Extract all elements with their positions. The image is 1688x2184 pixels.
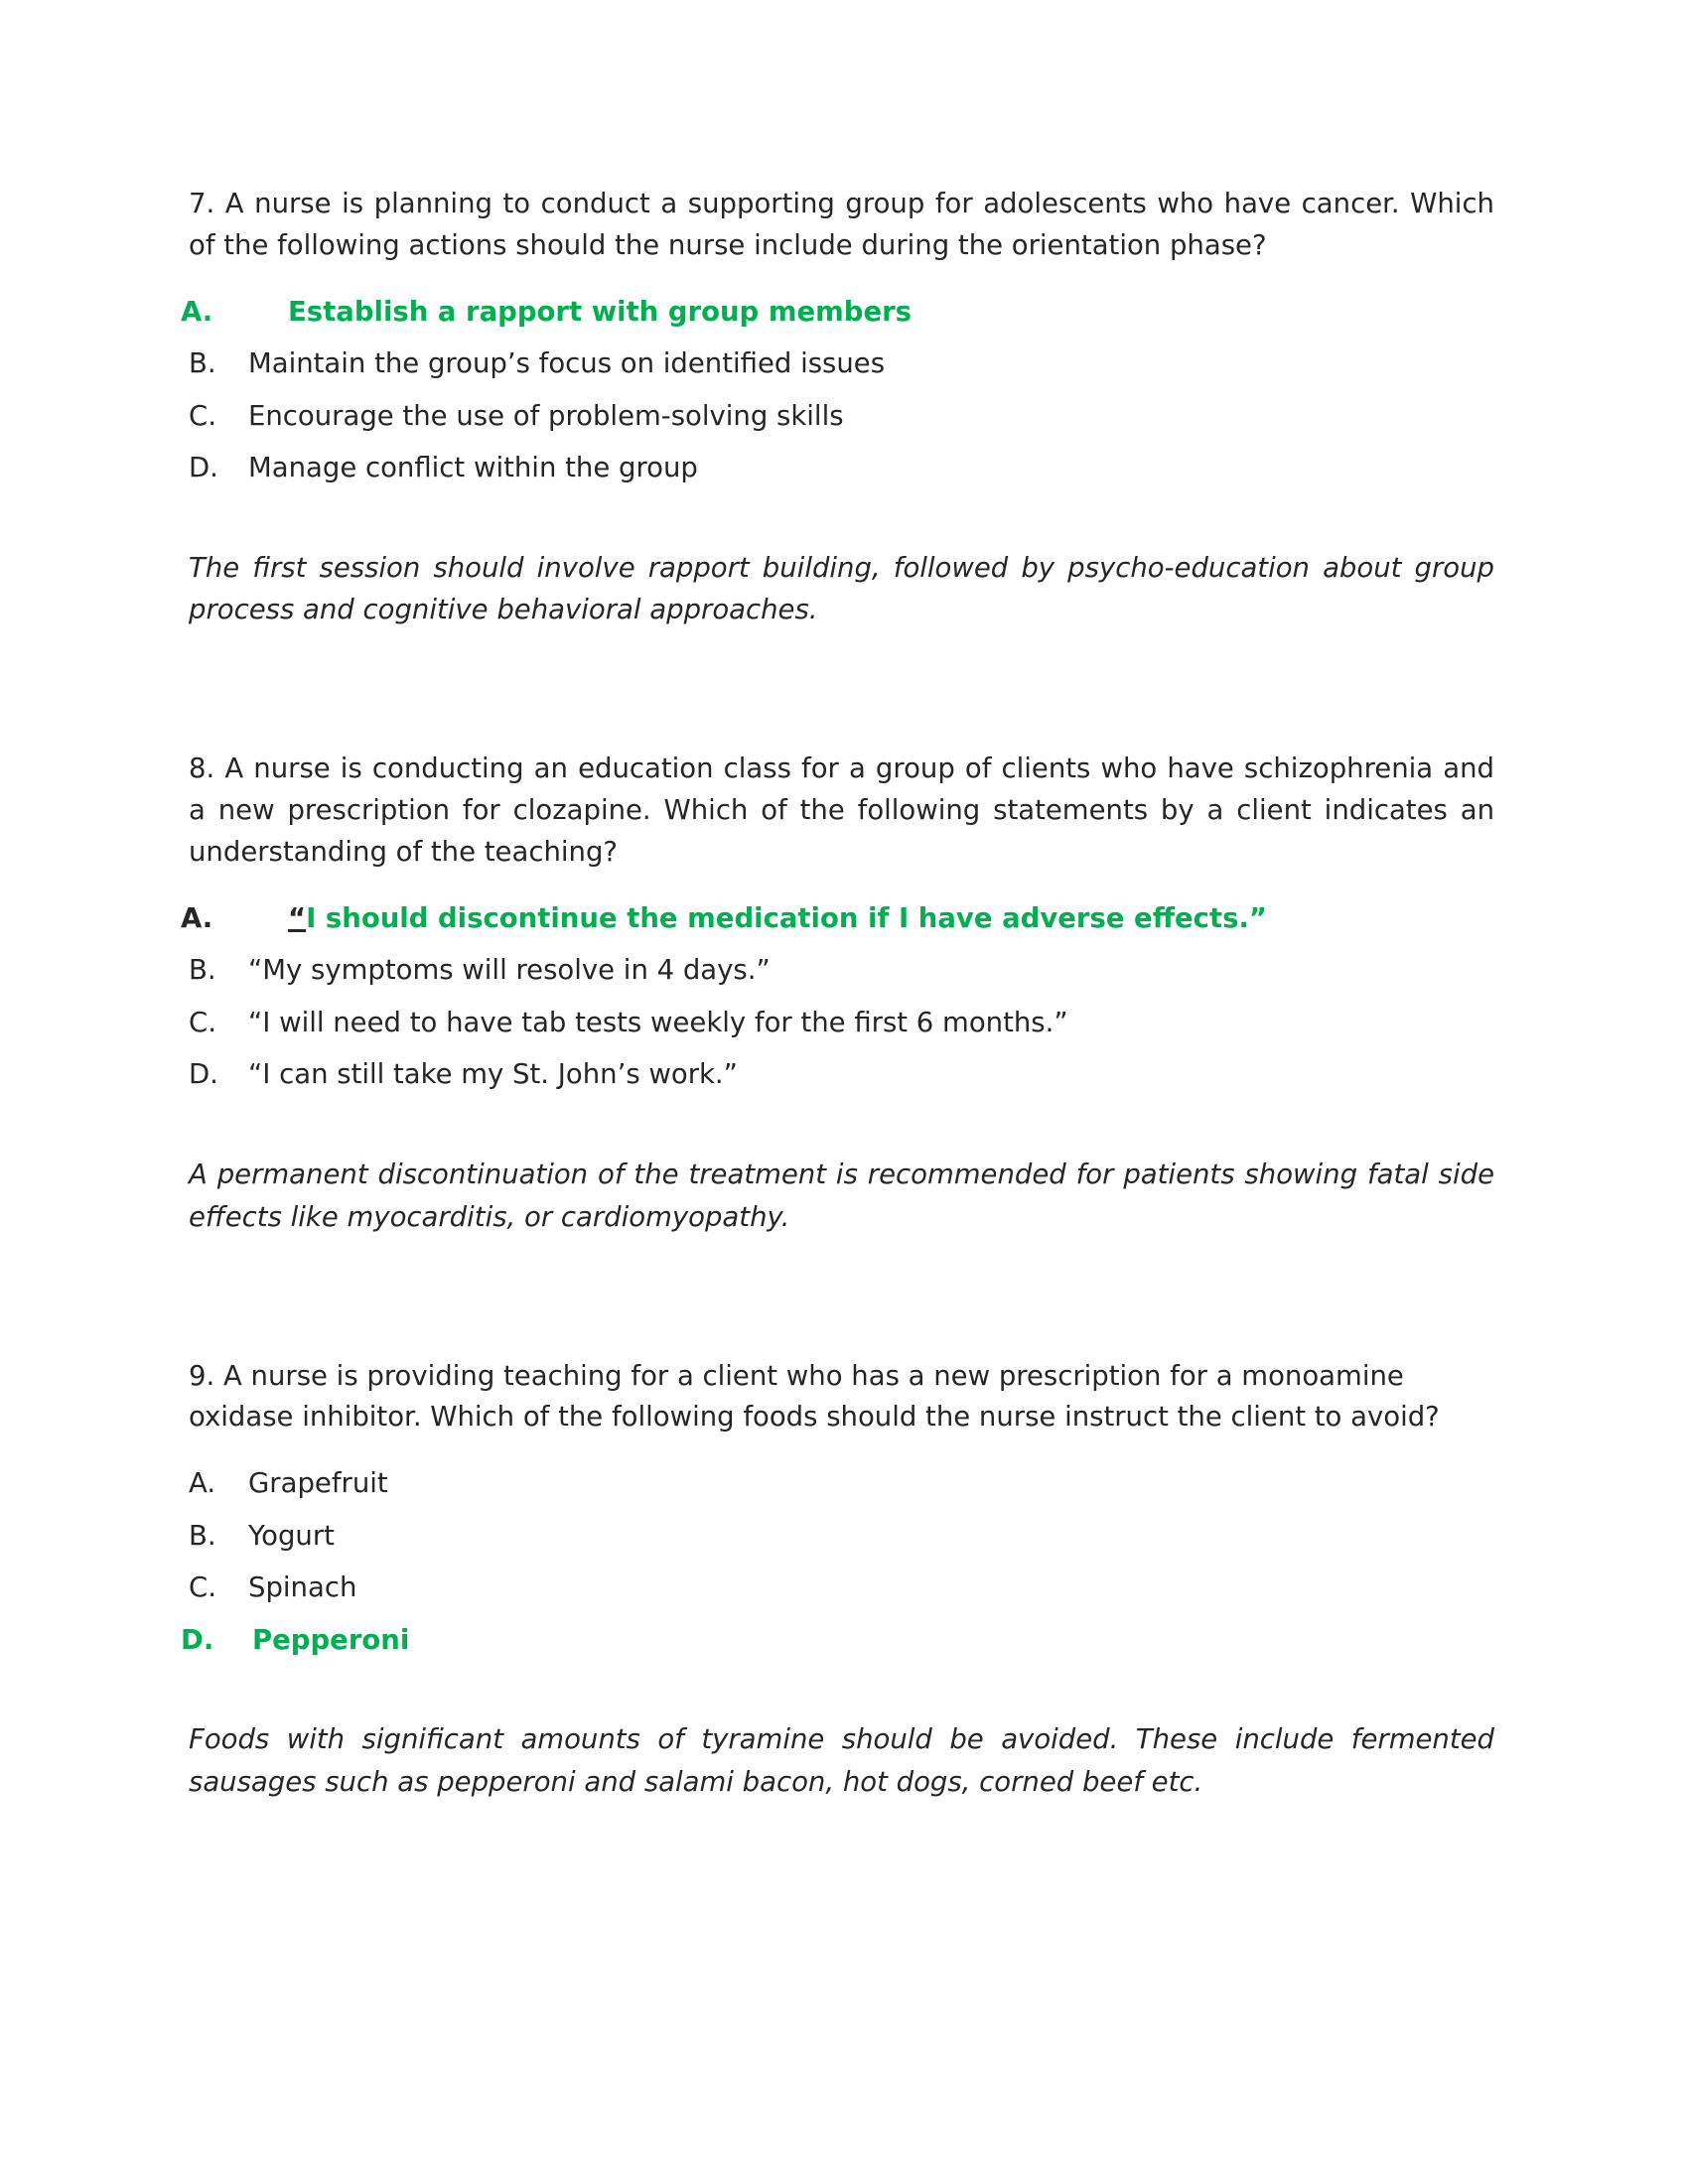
option-text-body: I should discontinue the medication if I have adverse effects.” bbox=[306, 901, 1267, 934]
option-text: “I can still take my St. John’s work.” bbox=[248, 1058, 738, 1091]
spacer bbox=[189, 1239, 1494, 1356]
answer-option-7-a[interactable] bbox=[181, 293, 1494, 332]
option-letter: C. bbox=[189, 1006, 216, 1038]
answer-option-7-d[interactable] bbox=[189, 449, 1494, 487]
answer-option-9-d[interactable] bbox=[181, 1621, 1494, 1660]
answer-option-8-a[interactable] bbox=[181, 899, 1494, 938]
spacer bbox=[189, 874, 1494, 899]
option-letter: A. bbox=[181, 901, 213, 934]
rationale-8: A permanent discontinuation of the treatment is recommended for patients showing fatal side effects like myocarditis, or cardiomyopathy. bbox=[189, 1158, 1494, 1233]
answer-option-8-b[interactable] bbox=[189, 951, 1494, 990]
answer-option-7-b[interactable] bbox=[189, 344, 1494, 383]
question-stem-7: 7. A nurse is planning to conduct a supporting group for adolescents who have cancer. Which of the following actions should the nurse include during the orientation phase? bbox=[189, 188, 1494, 261]
question-block-9 bbox=[181, 1356, 1494, 1804]
option-letter: D. bbox=[189, 452, 218, 484]
option-letter: A. bbox=[189, 1467, 216, 1500]
option-letter: D. bbox=[189, 1058, 218, 1091]
answer-options-7 bbox=[181, 293, 1494, 487]
option-text: Yogurt bbox=[248, 1519, 335, 1552]
answer-options-9 bbox=[181, 1464, 1494, 1659]
question-stem-9: 9. A nurse is providing teaching for a client who has a new prescription for a monoamine oxidase inhibitor. Which of the following foods should the nurse instruct the client to avoid? bbox=[189, 1359, 1440, 1433]
option-letter: D. bbox=[181, 1623, 214, 1656]
option-text: “My symptoms will resolve in 4 days.” bbox=[248, 954, 771, 987]
option-text: Encourage the use of problem-solving skills bbox=[248, 399, 844, 432]
answer-option-8-d[interactable] bbox=[189, 1055, 1494, 1094]
answer-options-8 bbox=[181, 899, 1494, 1094]
rationale-7: The first session should involve rapport building, followed by psycho-education about group process and cognitive behavioral approaches. bbox=[189, 551, 1494, 626]
option-text: Maintain the group’s focus on identified issues bbox=[248, 347, 886, 380]
spacer bbox=[189, 501, 1494, 547]
option-text: Pepperoni bbox=[252, 1623, 410, 1656]
option-letter: B. bbox=[189, 1519, 216, 1552]
option-letter: C. bbox=[189, 399, 216, 432]
option-letter: B. bbox=[189, 954, 216, 987]
answer-option-9-b[interactable] bbox=[189, 1517, 1494, 1556]
option-letter: C. bbox=[189, 1571, 216, 1604]
question-stem-8: 8. A nurse is conducting an education class for a group of clients who have schizophrenia and a new prescription for clozapine. Which of the following statements by a client indicates an understanding of the teaching? bbox=[189, 752, 1494, 868]
answer-option-9-a[interactable] bbox=[189, 1464, 1494, 1503]
answer-option-9-c[interactable] bbox=[189, 1569, 1494, 1607]
spacer bbox=[189, 1108, 1494, 1154]
option-text: Grapefruit bbox=[248, 1467, 388, 1500]
question-block-8 bbox=[181, 749, 1494, 1238]
option-text bbox=[288, 899, 1494, 938]
spacer bbox=[189, 1673, 1494, 1718]
spacer bbox=[189, 1438, 1494, 1464]
answer-option-7-c[interactable] bbox=[189, 397, 1494, 436]
option-text: Establish a rapport with group members bbox=[288, 295, 913, 328]
question-block-7 bbox=[181, 184, 1494, 631]
answer-option-8-c[interactable] bbox=[189, 1004, 1494, 1042]
spacer bbox=[189, 631, 1494, 749]
option-open-quote: “ bbox=[288, 901, 307, 934]
option-letter: A. bbox=[181, 295, 213, 328]
option-text: Manage conflict within the group bbox=[248, 452, 698, 484]
option-text: Spinach bbox=[248, 1571, 357, 1604]
option-text: “I will need to have tab tests weekly for the first 6 months.” bbox=[248, 1006, 1068, 1038]
option-letter: B. bbox=[189, 347, 216, 380]
rationale-9: Foods with significant amounts of tyramine should be avoided. These include fermented sausages such as pepperoni and salami bacon, hot dogs, corned beef etc. bbox=[189, 1723, 1494, 1799]
